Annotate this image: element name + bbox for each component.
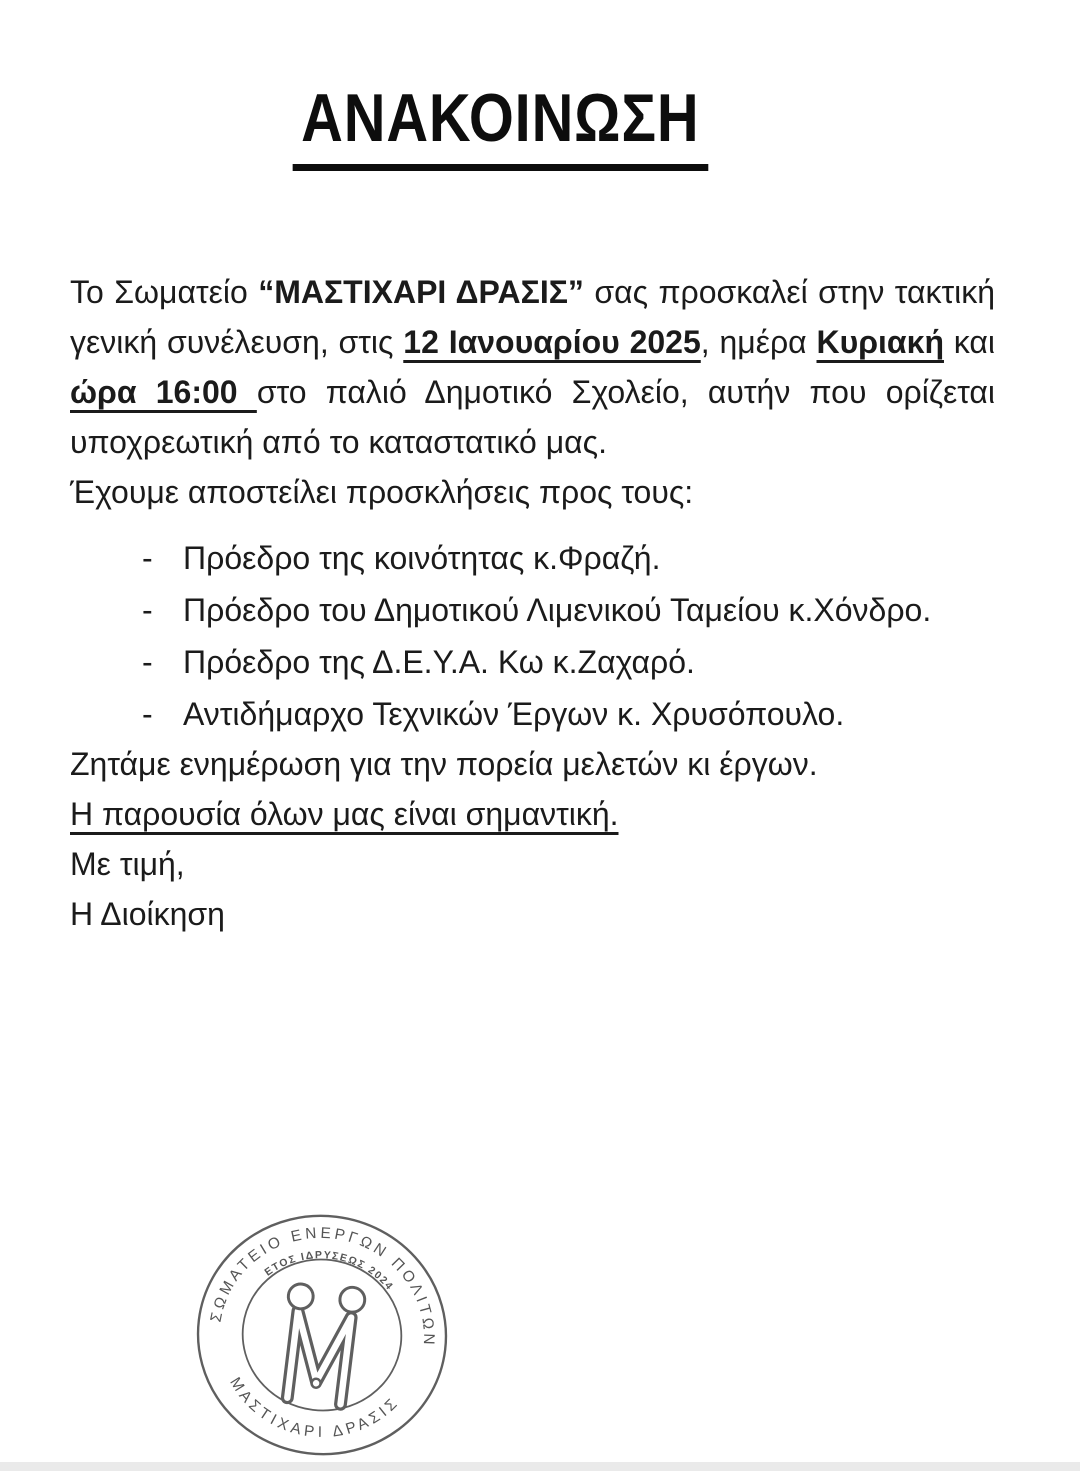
- scan-bottom-edge: [0, 1462, 1080, 1471]
- list-item-text: Πρόεδρο του Δημοτικού Λιμενικού Ταμείου κ.Χόνδρο.: [183, 592, 932, 628]
- association-seal: [193, 1210, 451, 1460]
- document-body: [70, 267, 995, 939]
- invitees-list: [70, 533, 995, 739]
- list-item: [70, 585, 965, 635]
- seal-ring-top-text: ΣΩΜΑΤΕΙΟ ΕΝΕΡΓΩΝ ΠΟΛΙΤΩΝ: [207, 1224, 438, 1349]
- meeting-date: 12 Ιανουαρίου 2025: [403, 324, 701, 360]
- list-bullet: -: [142, 592, 153, 628]
- list-bullet: -: [142, 644, 153, 680]
- salutation: Με τιμή,: [70, 846, 185, 882]
- list-bullet: -: [142, 696, 153, 732]
- request-paragraph: Ζητάμε ενημέρωση για την πορεία μελετών κι έργων.: [70, 746, 818, 782]
- meeting-time: ώρα 16:00: [70, 374, 257, 410]
- seal-founding-year-text: ΕΤΟΣ ΙΔΡΥΣΕΩΣ 2024: [263, 1250, 396, 1293]
- seal-graphic: [193, 1210, 451, 1460]
- text-segment: σας προσκαλεί στην τακτική γενική συνέλευση, στις: [70, 274, 996, 360]
- emphasis-text: Η παρουσία όλων μας είναι σημαντική.: [70, 796, 619, 832]
- list-item-text: Αντιδήμαρχο Τεχνικών Έργων κ. Χρυσόπουλο.: [183, 696, 845, 732]
- emphasis-paragraph: [70, 789, 995, 839]
- signature: Η Διοίκηση: [70, 896, 225, 932]
- association-name: “ΜΑΣΤΙΧΑΡΙ ΔΡΑΣΙΣ”: [258, 274, 584, 310]
- list-item: [70, 637, 965, 687]
- text-segment: , ημέρα: [700, 324, 817, 360]
- seal-outer-ring: [193, 1210, 451, 1460]
- two-figures-m-icon: [276, 1280, 366, 1406]
- list-item: [70, 689, 965, 739]
- meeting-day: Κυριακή: [816, 324, 944, 360]
- text-segment: στο παλιό Δημοτικό Σχολείο, αυτήν που ορίζεται υποχρεωτική από το καταστατικό μας.: [70, 374, 995, 460]
- text-segment: και: [943, 324, 996, 360]
- seal-ring-bottom-text: ΜΑΣΤΙΧΑΡΙ ΔΡΑΣΙΣ: [226, 1374, 404, 1442]
- title-block: [0, 80, 1000, 171]
- list-item-text: Πρόεδρο της Δ.Ε.Υ.Α. Κω κ.Ζαχαρό.: [183, 644, 695, 680]
- list-item-text: Πρόεδρο της κοινότητας κ.Φραζή.: [183, 540, 661, 576]
- page-title: ΑΝΑΚΟΙΝΩΣΗ: [292, 84, 707, 171]
- invitations-lead-paragraph: Έχουμε αποστείλει προσκλήσεις προς τους:: [70, 474, 694, 510]
- list-bullet: -: [142, 540, 153, 576]
- intro-paragraph: [70, 267, 995, 467]
- list-item: [70, 533, 965, 583]
- text-segment: Το Σωματείο: [70, 274, 259, 310]
